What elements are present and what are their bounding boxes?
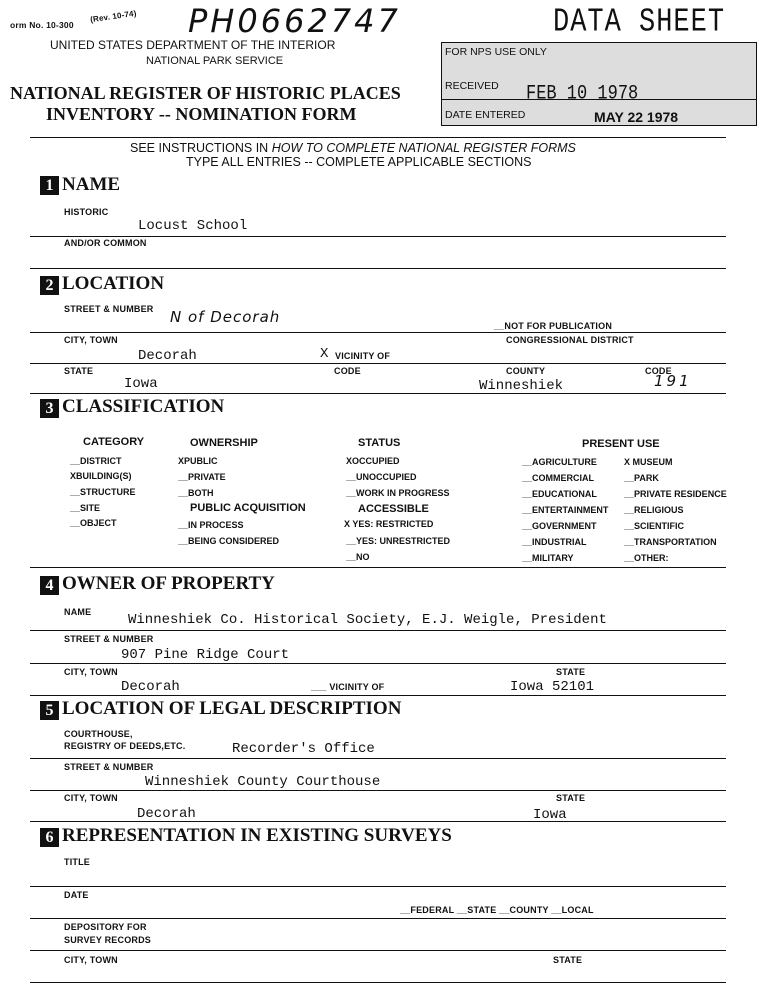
divider — [30, 137, 726, 138]
divider — [30, 982, 726, 983]
form-revision: (Rev. 10-74) — [89, 8, 138, 25]
section-number-4: 4 — [40, 576, 59, 595]
depository-label-line2: SURVEY RECORDS — [64, 935, 151, 945]
divider — [30, 950, 726, 951]
owner-state-value: Iowa 52101 — [510, 679, 595, 695]
access-option: __YES: UNRESTRICTED — [346, 536, 451, 546]
section-title-surveys: REPRESENTATION IN EXISTING SURVEYS — [62, 825, 452, 846]
divider — [30, 918, 726, 919]
common-name-label: AND/OR COMMON — [64, 238, 147, 248]
form-title-line1: NATIONAL REGISTER OF HISTORIC PLACES — [10, 83, 401, 103]
owner-name-value: Winneshiek Co. Historical Society, E.J. Weigle, President — [128, 612, 607, 628]
use-option: __RELIGIOUS — [624, 505, 684, 515]
historic-label: HISTORIC — [64, 207, 109, 217]
category-option: XBUILDING(S) — [70, 471, 132, 481]
present-use-heading: PRESENT USE — [582, 438, 660, 450]
ownership-option: XPUBLIC — [178, 456, 218, 466]
vicinity-mark: X — [320, 346, 329, 362]
accessible-heading: ACCESSIBLE — [358, 503, 429, 515]
divider — [30, 695, 726, 696]
form-title-line2: INVENTORY -- NOMINATION FORM — [46, 104, 357, 124]
owner-city-value: Decorah — [121, 679, 180, 695]
state-label: STATE — [64, 366, 94, 376]
survey-title-label: TITLE — [64, 857, 90, 867]
divider — [30, 236, 726, 237]
section-number-1: 1 — [40, 176, 59, 195]
legal-city-label: CITY, TOWN — [64, 793, 118, 803]
status-heading: STATUS — [358, 437, 401, 449]
category-option: __SITE — [70, 503, 101, 513]
agency: NATIONAL PARK SERVICE — [146, 55, 284, 67]
street-number-label: STREET & NUMBER — [64, 304, 154, 314]
status-option: __WORK IN PROGRESS — [346, 488, 450, 498]
divider — [30, 663, 726, 664]
congressional-district-label: CONGRESSIONAL DISTRICT — [506, 335, 634, 345]
divider — [30, 363, 726, 364]
instructions-line1: SEE INSTRUCTIONS IN HOW TO COMPLETE NATIONAL REGISTER FORMS — [130, 141, 576, 155]
section-title-name: NAME — [62, 174, 121, 195]
survey-city-label: CITY, TOWN — [64, 955, 118, 965]
use-option: __OTHER: — [624, 553, 669, 563]
county-value: Winneshiek — [479, 378, 564, 394]
county-code-value: 191 — [654, 372, 692, 390]
owner-street-value: 907 Pine Ridge Court — [121, 647, 290, 663]
survey-state-label: STATE — [553, 955, 583, 965]
use-option: __MILITARY — [522, 553, 574, 563]
divider — [30, 268, 726, 269]
legal-city-value: Decorah — [137, 806, 196, 822]
section-title-legal-description: LOCATION OF LEGAL DESCRIPTION — [62, 698, 402, 719]
category-option: __DISTRICT — [70, 456, 122, 466]
vicinity-label: VICINITY OF — [335, 351, 391, 361]
divider — [30, 567, 726, 568]
date-entered-value: MAY 22 1978 — [594, 109, 679, 125]
use-option: __COMMERCIAL — [522, 473, 595, 483]
ownership-heading: OWNERSHIP — [190, 437, 258, 449]
county-label: COUNTY — [506, 366, 546, 376]
data-sheet-stamp: DATA SHEET — [553, 4, 726, 42]
divider — [30, 790, 726, 791]
courthouse-label: COURTHOUSE, — [64, 729, 133, 739]
received-date: FEB 10 1978 — [526, 83, 639, 106]
status-option: __UNOCCUPIED — [346, 472, 417, 482]
date-entered-label: DATE ENTERED — [445, 109, 526, 121]
registry-label: REGISTRY OF DEEDS,ETC. — [64, 741, 186, 751]
use-option: __PARK — [624, 473, 659, 483]
courthouse-value: Recorder's Office — [232, 741, 375, 757]
use-option: X MUSEUM — [624, 457, 673, 467]
survey-levels: __FEDERAL __STATE __COUNTY __LOCAL — [400, 905, 594, 915]
public-acquisition-heading: PUBLIC ACQUISITION — [190, 502, 306, 514]
nps-use-label: FOR NPS USE ONLY — [445, 46, 547, 58]
county-code-label: CODE — [645, 366, 672, 376]
divider — [30, 886, 726, 887]
use-option: __ENTERTAINMENT — [522, 505, 609, 515]
street-handwritten-value: N of Decorah — [170, 308, 281, 326]
access-option: __NO — [346, 552, 370, 562]
divider — [30, 332, 726, 333]
owner-vicinity-label: ___ VICINITY OF — [311, 682, 385, 692]
city-value: Decorah — [138, 348, 197, 364]
category-option: __STRUCTURE — [70, 487, 136, 497]
section-number-2: 2 — [40, 276, 59, 295]
owner-state-label: STATE — [556, 667, 586, 677]
owner-street-label: STREET & NUMBER — [64, 634, 154, 644]
depository-label-line1: DEPOSITORY FOR — [64, 922, 147, 932]
access-option: X YES: RESTRICTED — [344, 519, 434, 529]
divider — [30, 393, 726, 394]
use-option: __TRANSPORTATION — [624, 537, 717, 547]
legal-state-value: Iowa — [533, 807, 567, 823]
instructions-line2: TYPE ALL ENTRIES -- COMPLETE APPLICABLE SECTIONS — [186, 155, 532, 169]
section-title-owner: OWNER OF PROPERTY — [62, 573, 275, 594]
divider — [30, 821, 726, 822]
section-title-classification: CLASSIFICATION — [62, 396, 225, 417]
city-town-label: CITY, TOWN — [64, 335, 118, 345]
category-heading: CATEGORY — [83, 436, 145, 448]
legal-street-value: Winneshiek County Courthouse — [145, 774, 381, 790]
divider — [30, 630, 726, 631]
received-label: RECEIVED — [445, 80, 499, 92]
use-option: __AGRICULTURE — [522, 457, 597, 467]
use-option: __EDUCATIONAL — [522, 489, 597, 499]
not-for-publication: __NOT FOR PUBLICATION — [494, 321, 613, 331]
owner-name-label: NAME — [64, 607, 92, 617]
historic-name-value: Locust School — [138, 218, 248, 234]
form-number: orm No. 10-300 — [10, 20, 74, 30]
legal-state-label: STATE — [556, 793, 586, 803]
acquisition-option: __IN PROCESS — [178, 520, 244, 530]
section-number-6: 6 — [40, 828, 59, 847]
use-option: __GOVERNMENT — [522, 521, 597, 531]
state-value: Iowa — [124, 376, 158, 392]
owner-city-label: CITY, TOWN — [64, 667, 118, 677]
nps-use-box — [441, 42, 757, 126]
legal-street-label: STREET & NUMBER — [64, 762, 154, 772]
category-option: __OBJECT — [70, 518, 117, 528]
acquisition-option: __BEING CONSIDERED — [178, 536, 280, 546]
survey-date-label: DATE — [64, 890, 89, 900]
divider — [30, 758, 726, 759]
ownership-option: __BOTH — [178, 488, 214, 498]
handwritten-reference: PH0662747 — [188, 2, 401, 40]
use-option: __SCIENTIFIC — [624, 521, 685, 531]
department: UNITED STATES DEPARTMENT OF THE INTERIOR — [50, 38, 336, 52]
code-label: CODE — [334, 366, 361, 376]
use-option: __PRIVATE RESIDENCE — [624, 489, 727, 499]
status-option: XOCCUPIED — [346, 456, 400, 466]
section-title-location: LOCATION — [62, 273, 165, 294]
use-option: __INDUSTRIAL — [522, 537, 587, 547]
section-number-3: 3 — [40, 399, 59, 418]
section-number-5: 5 — [40, 701, 59, 720]
ownership-option: __PRIVATE — [178, 472, 226, 482]
